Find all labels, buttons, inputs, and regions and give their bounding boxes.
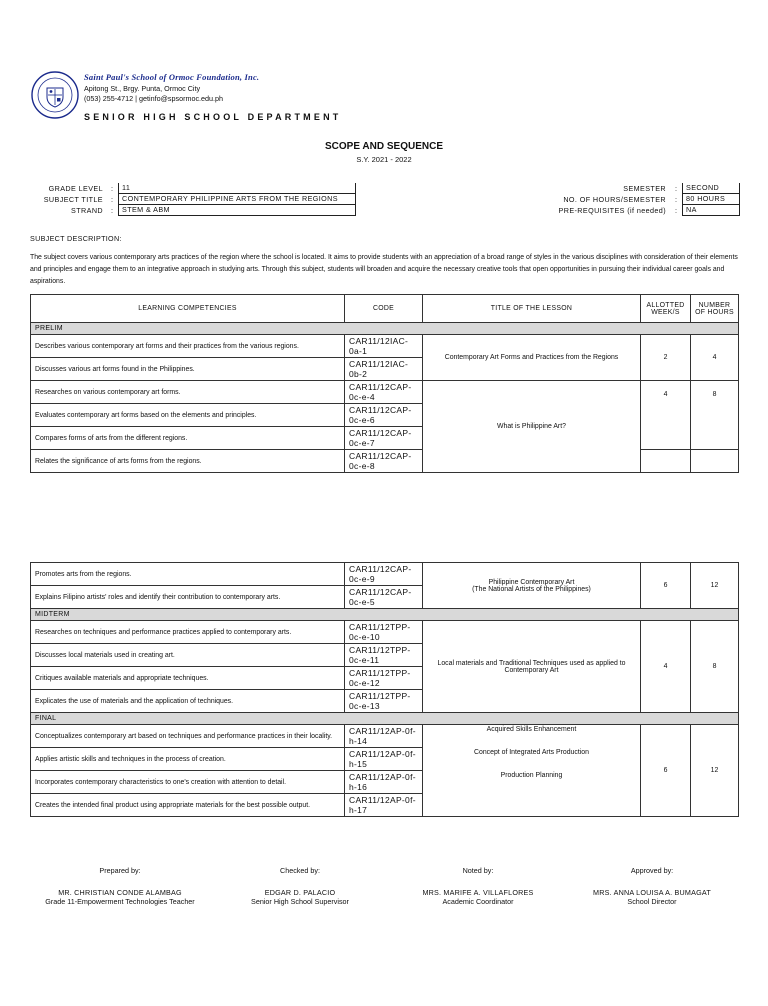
hours-semester-label: NO. OF HOURS/SEMESTER: [563, 195, 666, 204]
competency-cell: Researches on various contemporary art forms.: [31, 381, 345, 404]
table-row: [31, 563, 739, 586]
signature-noted: [398, 866, 558, 906]
hours-cell: 8: [691, 621, 739, 713]
section-row: [31, 713, 739, 725]
subject-description-text: The subject covers various contemporary arts practices of the region where the school is located. It aims to provide students with an appreciation of a broad range of styles in the various disciplines with consideration of their elements and principles and engage them to an integrative approach in studying arts. Through this subject, students will broaden and acquire the necessary creative tools that open opportunities in pursuing their individual career goals and aspirations.: [30, 254, 738, 285]
lesson-subtitle: (The National Artists of the Philippines): [472, 585, 591, 593]
code-cell: CAR11/12TPP-0c-e-13: [345, 690, 423, 713]
semester-value: SECOND: [682, 183, 740, 194]
signature-role: Noted by:: [462, 866, 494, 875]
lesson-title-cell: [423, 563, 641, 609]
competency-cell: Compares forms of arts from the different regions.: [31, 427, 345, 450]
lesson-title: Concept of Integrated Arts Production: [474, 749, 589, 756]
signature-checked: [220, 866, 380, 906]
prerequisites-value: NA: [682, 205, 740, 216]
scope-table-continued: [30, 562, 739, 817]
header-hours: NUMBER OF HOURS: [691, 295, 739, 323]
subject-description-heading: SUBJECT DESCRIPTION:: [30, 234, 122, 243]
lesson-title-cell: What is Philippine Art?: [423, 381, 641, 473]
code-cell: CAR11/12TPP-0c-e-11: [345, 644, 423, 667]
competency-cell: Researches on techniques and performance practices applied to contemporary arts.: [31, 621, 345, 644]
section-midterm-label: MIDTERM: [31, 609, 739, 621]
weeks-cell: 6: [641, 725, 691, 817]
signature-role: Approved by:: [630, 866, 674, 875]
subject-title-label: SUBJECT TITLE: [43, 195, 103, 204]
code-cell: CAR11/12TPP-0c-e-12: [345, 667, 423, 690]
signatory-position: Senior High School Supervisor: [251, 897, 349, 906]
grade-level-value: 11: [118, 183, 356, 194]
section-prelim-label: PRELIM: [31, 323, 739, 335]
signatory-position: Grade 11-Empowerment Technologies Teacher: [45, 897, 195, 906]
colon: :: [675, 184, 678, 193]
colon: :: [111, 195, 114, 204]
signature-role: Checked by:: [280, 866, 320, 875]
code-cell: CAR11/12IAC-0b-2: [345, 358, 423, 381]
signature-role: Prepared by:: [99, 866, 141, 875]
competency-cell: Explicates the use of materials and the application of techniques.: [31, 690, 345, 713]
table-row: [31, 725, 739, 748]
code-cell: CAR11/12CAP-0c-e-9: [345, 563, 423, 586]
weeks-cell: 4: [641, 621, 691, 713]
table-row: [31, 381, 739, 404]
competency-cell: Promotes arts from the regions.: [31, 563, 345, 586]
lesson-title: Acquired Skills Enhancement: [486, 726, 577, 733]
code-cell: CAR11/12CAP-0c-e-8: [345, 450, 423, 473]
school-name: Saint Paul's School of Ormoc Foundation, Inc.: [84, 72, 260, 82]
competency-cell: Creates the intended final product using appropriate materials for the best possible output.: [31, 794, 345, 817]
competency-cell: Critiques available materials and appropriate techniques.: [31, 667, 345, 690]
code-cell: CAR11/12AP-0f-h-16: [345, 771, 423, 794]
school-seal-logo: [30, 70, 80, 120]
lesson-title: Philippine Contemporary Art: [488, 578, 575, 586]
header-lesson: TITLE OF THE LESSON: [423, 295, 641, 323]
header-competencies: LEARNING COMPETENCIES: [31, 295, 345, 323]
code-cell: CAR11/12AP-0f-h-17: [345, 794, 423, 817]
code-cell: CAR11/12AP-0f-h-15: [345, 748, 423, 771]
empty-cell: [641, 450, 691, 473]
lesson-title-cell: [423, 725, 641, 817]
hours-cell: 12: [691, 563, 739, 609]
competency-cell: Relates the significance of arts forms from the regions.: [31, 450, 345, 473]
competency-cell: Applies artistic skills and techniques in the process of creation.: [31, 748, 345, 771]
signatory-name: MR. CHRISTIAN CONDE ALAMBAG: [58, 888, 182, 897]
department-title: SENIOR HIGH SCHOOL DEPARTMENT: [84, 112, 342, 122]
colon: :: [675, 195, 678, 204]
competency-cell: Explains Filipino artists' roles and identify their contribution to contemporary arts.: [31, 586, 345, 609]
code-cell: CAR11/12TPP-0c-e-10: [345, 621, 423, 644]
lesson-title-cell: Local materials and Traditional Techniques used as applied to Contemporary Art: [423, 621, 641, 713]
section-row: [31, 609, 739, 621]
competency-cell: Evaluates contemporary art forms based on the elements and principles.: [31, 404, 345, 427]
signatory-position: School Director: [627, 897, 677, 906]
hours-semester-value: 80 HOURS: [682, 194, 740, 205]
weeks-cell: 4: [641, 381, 691, 450]
hours-cell: 8: [691, 381, 739, 450]
school-contact: (053) 255-4712 | getinfo@spsormoc.edu.ph: [84, 94, 224, 103]
grade-level-label: GRADE LEVEL: [48, 184, 103, 193]
competency-cell: Conceptualizes contemporary art based on techniques and performance practices in their locality.: [31, 725, 345, 748]
signatory-position: Academic Coordinator: [442, 897, 514, 906]
school-year: S.Y. 2021 - 2022: [356, 155, 412, 164]
hours-cell: 12: [691, 725, 739, 817]
weeks-cell: 2: [641, 335, 691, 381]
signatory-name: MRS. ANNA LOUISA A. BUMAGAT: [593, 888, 711, 897]
prerequisites-label: PRE-REQUISITES (if needed): [558, 206, 666, 215]
competency-cell: Discusses local materials used in creating art.: [31, 644, 345, 667]
section-final-label: FINAL: [31, 713, 739, 725]
table-header-row: [31, 295, 739, 323]
table-row: [31, 621, 739, 644]
section-row: [31, 323, 739, 335]
code-cell: CAR11/12AP-0f-h-14: [345, 725, 423, 748]
code-cell: CAR11/12CAP-0c-e-7: [345, 427, 423, 450]
competency-cell: Discusses various art forms found in the Philippines.: [31, 358, 345, 381]
colon: :: [675, 206, 678, 215]
lesson-title-cell: Contemporary Art Forms and Practices from the Regions: [423, 335, 641, 381]
competency-cell: Incorporates contemporary characteristics to one's creation with attention to detail.: [31, 771, 345, 794]
signature-approved: [572, 866, 732, 906]
signatory-name: MRS. MARIFE A. VILLAFLORES: [422, 888, 534, 897]
code-cell: CAR11/12CAP-0c-e-4: [345, 381, 423, 404]
strand-label: STRAND: [71, 206, 103, 215]
subject-title-value: CONTEMPORARY PHILIPPINE ARTS FROM THE REGIONS: [118, 194, 356, 205]
document-title: SCOPE AND SEQUENCE: [325, 141, 443, 152]
scope-table-prelim: [30, 294, 739, 473]
school-address-block: [84, 84, 223, 104]
colon: :: [111, 184, 114, 193]
header-weeks: ALLOTTED WEEK/S: [641, 295, 691, 323]
empty-cell: [691, 450, 739, 473]
school-address: Apitong St., Brgy. Punta, Ormoc City: [84, 84, 201, 93]
colon: :: [111, 206, 114, 215]
weeks-cell: 6: [641, 563, 691, 609]
signatory-name: EDGAR D. PALACIO: [264, 888, 336, 897]
competency-cell: Describes various contemporary art forms and their practices from the various regions.: [31, 335, 345, 358]
hours-cell: 4: [691, 335, 739, 381]
code-cell: CAR11/12IAC-0a-1: [345, 335, 423, 358]
header-code: CODE: [345, 295, 423, 323]
semester-label: SEMESTER: [623, 184, 666, 193]
lesson-title: Production Planning: [500, 772, 563, 779]
code-cell: CAR11/12CAP-0c-e-6: [345, 404, 423, 427]
signature-prepared: [40, 866, 200, 906]
strand-value: STEM & ABM: [118, 205, 356, 216]
table-row: [31, 335, 739, 358]
code-cell: CAR11/12CAP-0c-e-5: [345, 586, 423, 609]
